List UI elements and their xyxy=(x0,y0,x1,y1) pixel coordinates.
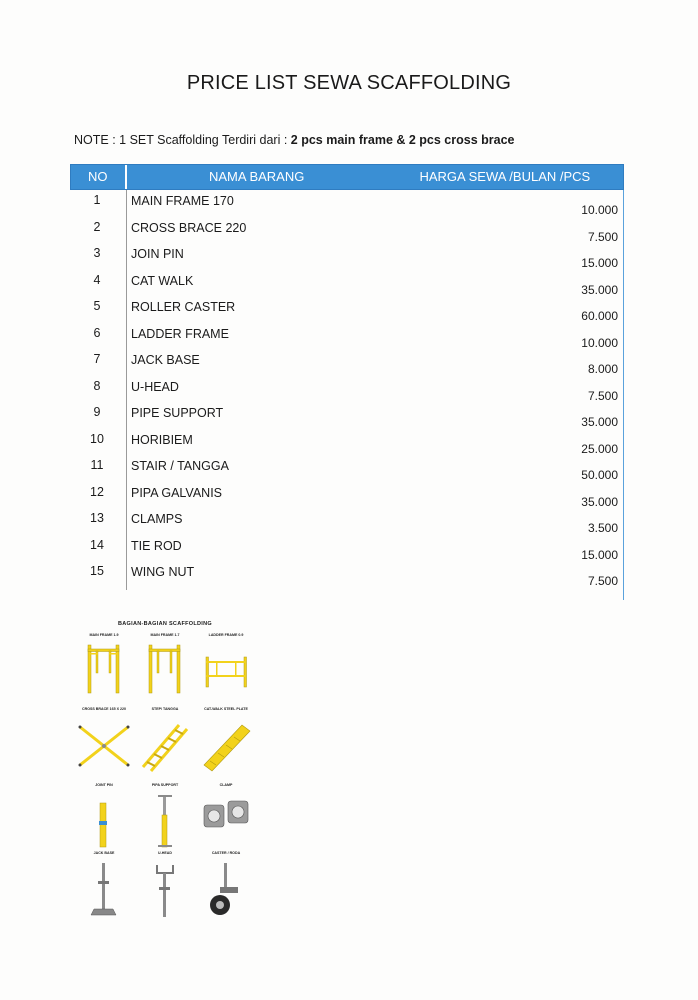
u-head-icon xyxy=(135,859,195,923)
item-price: 3.500 xyxy=(587,521,618,535)
item-price: 7.500 xyxy=(587,229,618,244)
header-no: NO xyxy=(71,165,127,189)
note-text: NOTE : 1 SET Scaffolding Terdiri dari : xyxy=(74,133,291,147)
row-number: 1 xyxy=(93,193,101,207)
row-number: 10 xyxy=(90,431,104,446)
table-row xyxy=(70,217,624,244)
header-nama-barang: NAMA BARANG xyxy=(208,169,305,184)
cross-brace-icon xyxy=(74,717,134,775)
main-frame-icon xyxy=(74,641,134,699)
item-name: JACK BASE xyxy=(131,353,200,367)
part-label: U-HEAD xyxy=(158,851,172,855)
table-row xyxy=(70,561,624,588)
item-price: 15.000 xyxy=(581,256,618,270)
table-row xyxy=(70,376,624,403)
part-label: CROSS BRACE 165 X 220 xyxy=(82,707,126,711)
table-row xyxy=(70,535,624,562)
row-number: 9 xyxy=(93,405,101,419)
joint-pin-icon xyxy=(74,791,134,849)
price-table xyxy=(70,164,624,588)
item-price: 25.000 xyxy=(581,441,618,456)
item-name: LADDER FRAME xyxy=(131,326,229,341)
part-label: MAIN FRAME 1.7 xyxy=(150,633,180,637)
pipe-support-icon xyxy=(135,791,195,849)
row-number: 4 xyxy=(93,272,101,287)
catwalk-icon xyxy=(196,717,256,775)
item-price: 60.000 xyxy=(581,309,618,323)
table-header xyxy=(70,164,624,190)
header-harga: HARGA SEWA /BULAN /PCS xyxy=(419,169,591,184)
item-price: 50.000 xyxy=(581,468,618,482)
item-name: ROLLER CASTER xyxy=(131,300,236,314)
row-number: 11 xyxy=(90,458,104,472)
part-label: CAT-WALK STEEL PLATE xyxy=(204,707,248,711)
part-label: CLAMP xyxy=(219,783,233,787)
table-row xyxy=(70,402,624,429)
item-name: HORIBIEM xyxy=(131,432,193,447)
row-number: 8 xyxy=(93,378,101,393)
part-label: STEP/ TANGGA xyxy=(151,707,179,711)
row-number: 14 xyxy=(90,537,104,552)
jack-base-icon xyxy=(74,859,134,923)
part-label: PIPA SUPPORT xyxy=(151,783,179,787)
part-label: JACK BASE xyxy=(93,851,115,855)
table-row xyxy=(70,190,624,217)
stair-icon xyxy=(135,717,195,775)
item-price: 35.000 xyxy=(581,282,618,297)
page-title: PRICE LIST SEWA SCAFFOLDING xyxy=(186,72,512,94)
item-price: 8.000 xyxy=(587,362,618,376)
row-number: 5 xyxy=(93,299,101,313)
table-body xyxy=(70,190,624,588)
table-row xyxy=(70,243,624,270)
item-name: CROSS BRACE 220 xyxy=(131,220,247,235)
row-number: 6 xyxy=(93,325,101,340)
item-price: 15.000 xyxy=(581,547,618,562)
row-number: 12 xyxy=(90,484,104,499)
part-label: LADDER FRAME 0.9 xyxy=(208,633,244,637)
diagram-title: BAGIAN-BAGIAN SCAFFOLDING xyxy=(118,621,212,627)
item-price: 10.000 xyxy=(581,203,618,217)
item-price: 7.500 xyxy=(587,388,618,403)
table-row xyxy=(70,482,624,509)
main-frame-icon xyxy=(135,641,195,699)
table-row xyxy=(70,429,624,456)
table-row xyxy=(70,270,624,297)
item-name: JOIN PIN xyxy=(131,247,184,261)
item-price: 35.000 xyxy=(581,494,618,509)
part-label: MAIN FRAME 1.9 xyxy=(89,633,119,637)
table-row xyxy=(70,296,624,323)
caster-wheel-icon xyxy=(196,859,256,923)
row-number: 13 xyxy=(90,511,104,525)
note xyxy=(74,133,515,147)
item-name: STAIR / TANGGA xyxy=(131,459,229,473)
table-row xyxy=(70,349,624,376)
row-number: 2 xyxy=(93,219,101,234)
row-number: 3 xyxy=(93,246,101,260)
row-number: 15 xyxy=(90,564,104,578)
item-name: TIE ROD xyxy=(131,538,182,553)
item-name: WING NUT xyxy=(131,565,195,579)
table-row xyxy=(70,455,624,482)
item-name: U-HEAD xyxy=(131,379,179,394)
item-name: CAT WALK xyxy=(131,273,194,288)
clamp-icon xyxy=(196,791,256,849)
item-price: 10.000 xyxy=(581,335,618,350)
note-bold: 2 pcs main frame & 2 pcs cross brace xyxy=(290,133,515,147)
item-price: 35.000 xyxy=(581,415,618,429)
item-name: MAIN FRAME 170 xyxy=(131,194,234,208)
item-name: PIPE SUPPORT xyxy=(131,406,224,420)
part-label: JOINT PIN xyxy=(95,783,113,787)
part-label: CASTER / RODA xyxy=(211,851,241,855)
table-row xyxy=(70,323,624,350)
item-price: 7.500 xyxy=(587,574,618,588)
scaffolding-parts-diagram xyxy=(70,615,260,920)
ladder-frame-icon xyxy=(196,641,256,699)
item-name: PIPA GALVANIS xyxy=(131,485,223,500)
item-name: CLAMPS xyxy=(131,512,183,526)
table-row xyxy=(70,508,624,535)
row-number: 7 xyxy=(93,352,101,366)
